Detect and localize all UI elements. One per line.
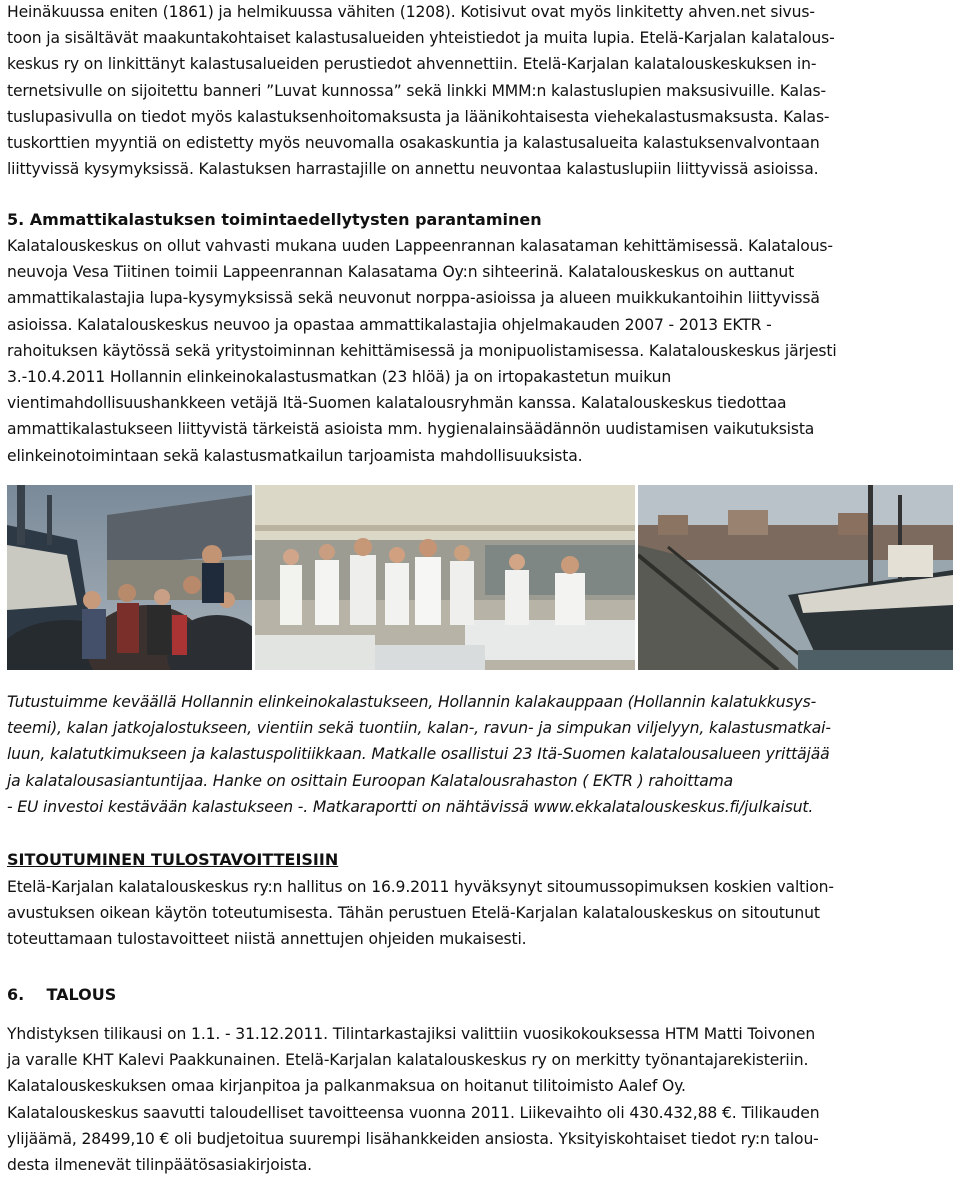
section-6-line: Yhdistyksen tilikausi on 1.1. - 31.12.2011. Tilintarkastajiksi valittiin vuosikokouksessa HTM Matti Toivonen bbox=[7, 1025, 816, 1043]
photo-caption bbox=[7, 689, 953, 820]
fish-auction-hall-image bbox=[255, 485, 635, 670]
section-5-line: neuvoja Vesa Tiitinen toimii Lappeenrannan Kalasatama Oy:n sihteerinä. Kalatalouskeskus on auttanut bbox=[7, 263, 795, 282]
intro-line: keskus ry on linkittänyt kalastusalueiden perustiedot ahvennettiin. Etelä-Karjalan kalatalouskeskuksen in- bbox=[7, 55, 817, 74]
intro-paragraph bbox=[7, 0, 953, 182]
caption-line: Tutustuimme keväällä Hollannin elinkeinokalastukseen, Hollannin kalakauppaan (Hollannin kalatukkusys- bbox=[7, 693, 817, 711]
fishing-boat-quay-photo bbox=[638, 485, 953, 670]
commitment-line: toteuttamaan tulostavoitteet niistä annettujen ohjeiden mukaisesti. bbox=[7, 930, 527, 949]
caption-line: ja kalatalousasiantuntijaa. Hanke on osittain Euroopan Kalatalousrahaston ( EKTR ) rahoittama bbox=[7, 771, 734, 790]
fish-auction-hall-photo bbox=[255, 485, 635, 670]
commitment-line: avustuksen oikean käytön toteutumisesta. Tähän perustuen Etelä-Karjalan kalatalouskeskus on sitoutunut bbox=[7, 904, 820, 923]
section-6-paragraph bbox=[7, 1021, 953, 1178]
section-5-line: vientimahdollisuushankkeen vetäjä Itä-Suomen kalatalousryhmän kanssa. Kalatalouskeskus tiedottaa bbox=[7, 394, 787, 413]
intro-line: liittyvissä kysymyksissä. Kalastuksen harrastajille on annettu neuvontaa kalastuslupiin liittyvissä asioissa. bbox=[7, 160, 819, 179]
section-6-line: desta ilmenevät tilinpäätösasiakirjoista. bbox=[7, 1156, 312, 1175]
commitment-paragraph bbox=[7, 874, 953, 953]
commitment-line: Etelä-Karjalan kalatalouskeskus ry:n hallitus on 16.9.2011 hyväksynyt sitoumussopimuksen koskien valtion- bbox=[7, 878, 834, 896]
intro-line: tuslupasivulla on tiedot myös kalastuksenhoitomaksusta ja läänikohtaisesta viehekalastusmaksusta. Kalas- bbox=[7, 107, 830, 126]
section-6-line: Kalatalouskeskus saavutti taloudelliset tavoitteensa vuonna 2011. Liikevaihto oli 430.432,88 €. Tilikauden bbox=[7, 1103, 820, 1122]
section-6-line: ylijäämä, 28499,10 € oli budjetoitua suurempi lisähankkeiden ansiosta. Yksityiskohtaiset tiedot ry:n talou- bbox=[7, 1129, 819, 1148]
section-5-heading: 5. Ammattikalastuksen toimintaedellytysten parantaminen bbox=[7, 210, 542, 229]
fishing-boat-quay-image bbox=[638, 485, 953, 670]
caption-line: teemi), kalan jatkojalostukseen, vientiin sekä tuontiin, kalan-, ravun- ja simpukan viljelyyn, kalastusmatkai- bbox=[7, 719, 831, 738]
section-5-line: 3.-10.4.2011 Hollannin elinkeinokalastusmatkan (23 hlöä) ja on irtopakastetun muikun bbox=[7, 368, 672, 387]
intro-line: tuskorttien myyntiä on edistetty myös neuvomalla osakaskuntia ja kalastusalueita kalastuksenvalvontaan bbox=[7, 134, 820, 153]
section-5-paragraph bbox=[7, 233, 953, 469]
section-5-line: rahoituksen käytössä sekä yritystoiminnan kehittämisessä ja monipuolistamisessa. Kalatalouskeskus järjesti bbox=[7, 341, 837, 360]
section-6-line: Kalatalouskeskuksen omaa kirjanpitoa ja palkanmaksua on hoitanut tilitoimisto Aalef Oy. bbox=[7, 1077, 686, 1096]
section-5-line: asioissa. Kalatalouskeskus neuvoo ja opastaa ammattikalastajia ohjelmakauden 2007 - 2013 EKTR - bbox=[7, 315, 772, 334]
section-5-line: elinkeinotoimintaan sekä kalastusmatkailun tarjoamista mahdollisuuksista. bbox=[7, 446, 583, 465]
section-5-line: ammattikalastajia lupa-kysymyksissä sekä neuvonut norppa-asioissa ja alueen muikkukantoihin liittyvissä bbox=[7, 289, 820, 308]
intro-line: toon ja sisältävät maakuntakohtaiset kalastusalueiden yhteistiedot ja muita lupia. Etelä-Karjalan kalatalous- bbox=[7, 29, 835, 48]
caption-line: luun, kalatutkimukseen ja kalastuspolitiikkaan. Matkalle osallistui 23 Itä-Suomen kalatalousalueen yrittäjää bbox=[7, 745, 830, 764]
photo-strip bbox=[7, 485, 953, 670]
section-6-line: ja varalle KHT Kalevi Paakkunainen. Etelä-Karjalan kalatalouskeskus ry on merkitty työnantajarekisteriin. bbox=[7, 1051, 809, 1070]
harbour-crowd-image bbox=[7, 485, 252, 670]
harbour-crowd-photo bbox=[7, 485, 252, 670]
caption-line: - EU investoi kestävään kalastukseen -. Matkaraportti on nähtävissä www.ekkalatalouskeskus.fi/julkaisut. bbox=[7, 797, 814, 816]
section-5-line: Kalatalouskeskus on ollut vahvasti mukana uuden Lappeenrannan kalasataman kehittämisessä. Kalatalous- bbox=[7, 237, 833, 255]
intro-line: Heinäkuussa eniten (1861) ja helmikuussa vähiten (1208). Kotisivut ovat myös linkitetty ahven.net sivus- bbox=[7, 3, 815, 21]
intro-line: ternetsivulle on sijoitettu banneri ”Luvat kunnossa” sekä linkki MMM:n kalastuslupien maksusivuille. Kalas- bbox=[7, 81, 826, 100]
section-5-line: ammattikalastukseen liittyvistä tärkeistä asioista mm. hygienalainsäädännön uudistamisen vaikutuksista bbox=[7, 420, 815, 439]
section-6-heading: 6. TALOUS bbox=[7, 985, 117, 1004]
commitment-heading: SITOUTUMINEN TULOSTAVOITTEISIIN bbox=[7, 850, 339, 869]
